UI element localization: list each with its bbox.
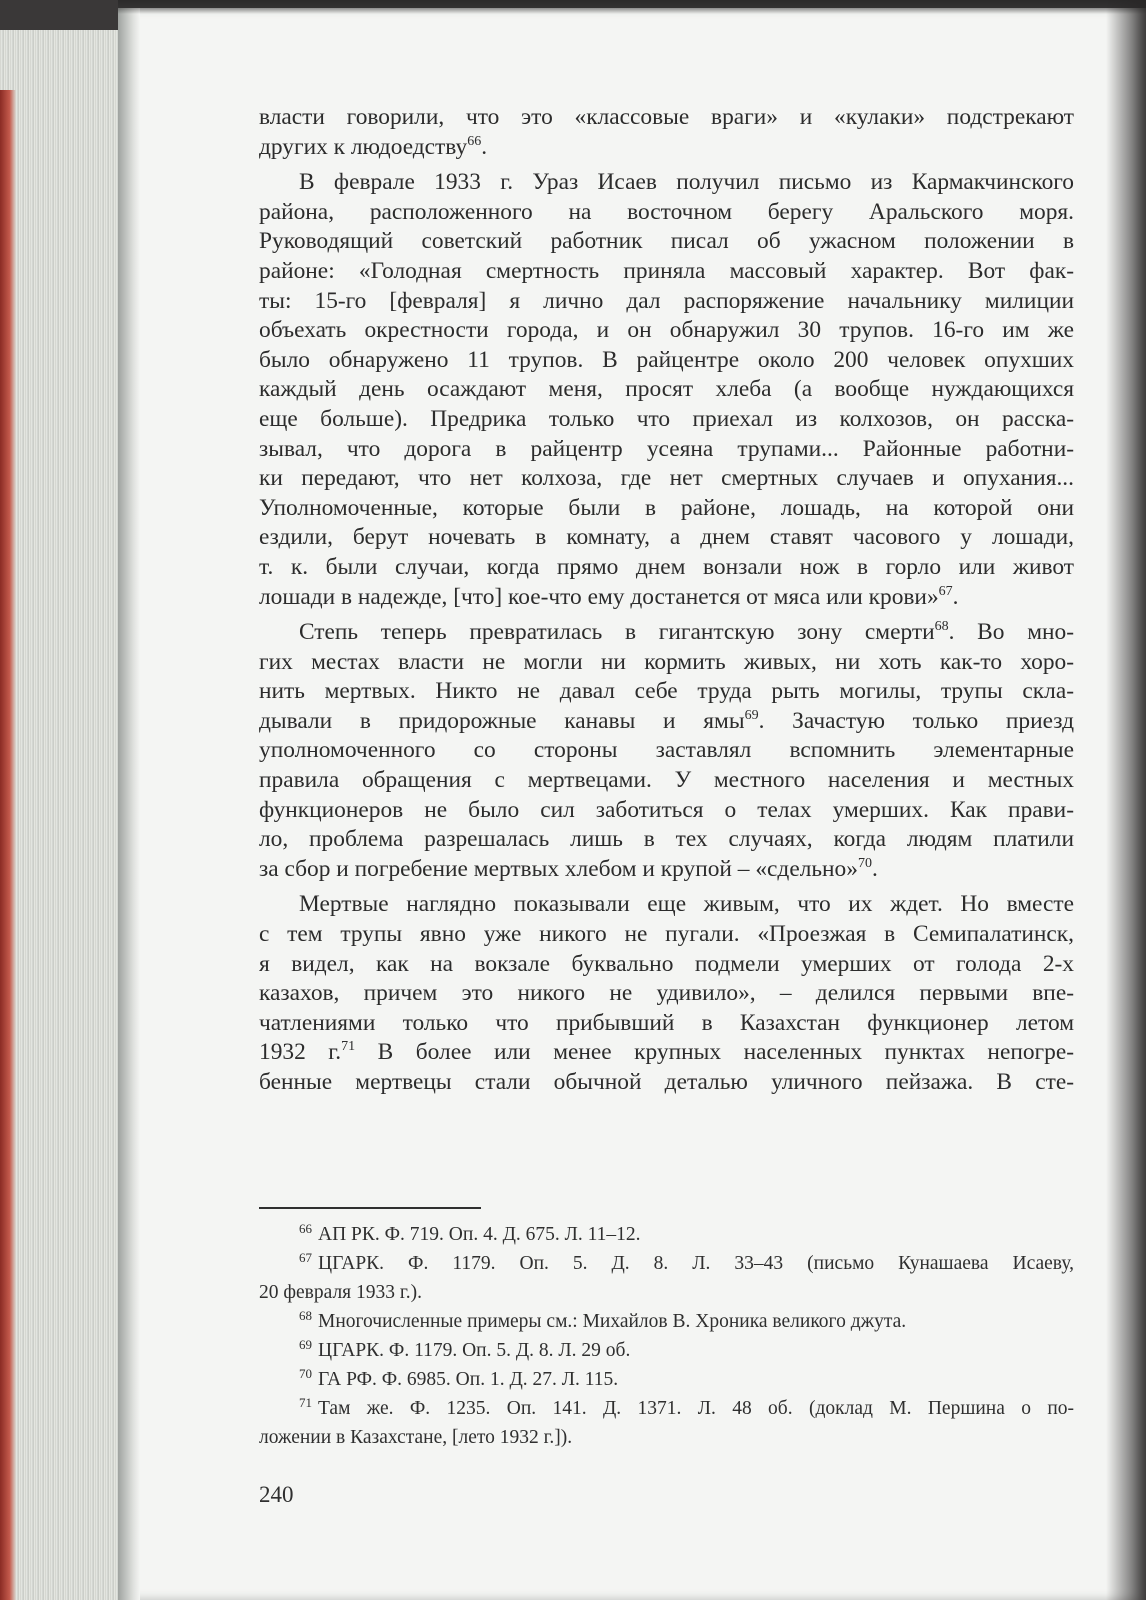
footnote-ref[interactable]: 67	[938, 583, 953, 599]
footnote-line	[259, 1249, 1074, 1278]
text-line	[259, 855, 1074, 885]
footnote-number: 69	[299, 1336, 312, 1352]
text-line	[259, 825, 1074, 855]
text-segment: гих местах власти не могли ни кормить живых, ни хоть как-то хоро-	[259, 648, 1074, 675]
text-line	[259, 1068, 1074, 1098]
footnote-line	[259, 1336, 1074, 1365]
text-line	[259, 287, 1074, 317]
text-segment: других к людоедству	[259, 133, 468, 160]
text-line	[259, 766, 1074, 796]
text-segment: ло, проблема разрешалась лишь в тех случаях, когда людям платили	[259, 826, 1074, 853]
text-segment: дывали в придорожные канавы и ямы	[259, 707, 745, 734]
text-segment: .	[871, 855, 878, 882]
text-segment: зывал, что дорога в райцентр усеяна трупами... Районные работни-	[259, 435, 1074, 462]
top-shadow	[118, 0, 1146, 14]
text-line	[259, 707, 1074, 737]
text-segment: с тем трупы явно уже никого не пугали. «Проезжая в Семипалатинск,	[259, 921, 1074, 948]
text-segment: Степь теперь превратилась в гигантскую зону смерти	[299, 619, 935, 646]
right-shadow	[1106, 0, 1146, 1600]
text-segment: я видел, как на вокзале буквально подмели умерших от голода 2-х	[259, 950, 1074, 977]
footnote-number: 66	[299, 1220, 312, 1236]
text-segment: . Зачастую только приезд	[758, 707, 1075, 734]
footnote-number: 67	[299, 1249, 312, 1265]
text-line	[259, 979, 1074, 1009]
book-page-edges	[0, 30, 130, 1600]
main-text	[259, 103, 1074, 1098]
text-segment: казахов, причем это никого не удивило», – делился первыми впе-	[259, 980, 1074, 1007]
text-segment: объехать окрестности города, и он обнаружил 30 трупов. 16-го им же	[259, 317, 1074, 344]
text-line	[259, 736, 1074, 766]
text-segment: .	[952, 583, 959, 610]
footnote-text: 20 февраля 1933 г.).	[259, 1282, 422, 1303]
text-line	[259, 1038, 1074, 1068]
text-segment: Мертвые наглядно показывали еще живым, что их ждет. Но вместе	[299, 891, 1074, 918]
text-line	[259, 796, 1074, 826]
footnote-text: ложении в Казахстане, [лето 1932 г.]).	[259, 1427, 573, 1448]
text-segment: правила обращения с мертвецами. У местного населения и местных	[259, 767, 1074, 794]
text-line	[259, 168, 1074, 198]
text-segment: нить мертвых. Никто не давал себе труда рыть могилы, трупы скла-	[259, 678, 1074, 705]
text-line	[259, 1009, 1074, 1039]
text-line	[259, 257, 1074, 287]
footnote-text: ГА РФ. Ф. 6985. Оп. 1. Д. 27. Л. 115.	[318, 1369, 619, 1390]
text-segment: бенные мертвецы стали обычной деталью уличного пейзажа. В сте-	[259, 1069, 1074, 1095]
text-line	[259, 553, 1074, 583]
text-segment: В более или менее крупных населенных пунктах непогре-	[355, 1039, 1074, 1066]
text-line	[259, 890, 1074, 920]
footnote-ref[interactable]: 69	[744, 708, 759, 724]
text-segment: ездили, берут ночевать в комнату, а днем ставят часового у лошади,	[259, 524, 1074, 551]
text-segment: ки передают, что нет колхоза, где нет смертных случаев и опухания...	[259, 465, 1074, 492]
text-segment: власти говорили, что это «классовые враги» и «кулаки» подстрекают	[259, 104, 1074, 130]
text-line	[259, 133, 1074, 163]
footnote-text: Там же. Ф. 1235. Оп. 141. Д. 1371. Л. 48 об. (доклад М. Першина о по-	[318, 1398, 1074, 1419]
text-line	[259, 435, 1074, 465]
text-segment: т. к. были случаи, когда прямо днем вонзали нож в горло или живот	[259, 553, 1074, 580]
book-gutter	[118, 8, 140, 1600]
text-line	[259, 375, 1074, 405]
text-segment: .	[481, 133, 488, 160]
text-line	[259, 523, 1074, 553]
text-segment: было обнаружено 11 трупов. В райцентре около 200 человек опухших	[259, 346, 1074, 373]
footnote-line	[259, 1307, 1074, 1336]
footnote-ref[interactable]: 70	[857, 856, 872, 872]
text-segment: 1932 г.	[259, 1039, 342, 1066]
text-segment: ты: 15-го [февраля] я лично дал распоряжение начальнику милиции	[259, 287, 1074, 314]
footnote-line	[259, 1394, 1074, 1423]
footnote-text: Многочисленные примеры см.: Михайлов В. Хроника великого джута.	[318, 1311, 907, 1332]
footnote-ref[interactable]: 66	[467, 133, 482, 149]
text-line	[259, 198, 1074, 228]
text-segment: функционеров не было сил заботиться о телах умерших. Как прави-	[259, 796, 1074, 823]
footnote-line	[259, 1278, 1074, 1307]
footnote-number: 71	[299, 1394, 312, 1410]
text-segment: за сбор и погребение мертвых хлебом и крупой – «сдельно»	[259, 855, 858, 882]
text-line	[259, 227, 1074, 257]
text-segment: Уполномоченные, которые были в районе, лошадь, на которой они	[259, 494, 1074, 521]
text-line	[259, 494, 1074, 524]
text-line	[259, 648, 1074, 678]
text-line	[259, 346, 1074, 376]
footnote-line	[259, 1423, 1074, 1452]
text-segment: районе: «Голодная смертность приняла массовый характер. Вот фак-	[259, 257, 1074, 284]
text-line	[259, 677, 1074, 707]
footnote-text: ЦГАРК. Ф. 1179. Оп. 5. Д. 8. Л. 29 об.	[318, 1340, 631, 1361]
page-number: 240	[259, 1482, 294, 1507]
text-segment: Руководящий советский работник писал об ужасном положении в	[259, 228, 1074, 255]
text-segment: . Во мно-	[948, 619, 1074, 646]
footnote-line	[259, 1220, 1074, 1249]
footnote-number: 68	[299, 1307, 312, 1323]
text-line	[259, 316, 1074, 346]
book-edge-stain	[0, 90, 16, 1600]
footnote-text: АП РК. Ф. 719. Оп. 4. Д. 675. Л. 11–12.	[318, 1224, 641, 1245]
text-line	[259, 950, 1074, 980]
footnote-ref[interactable]: 71	[341, 1039, 356, 1055]
text-line	[259, 405, 1074, 435]
footnotes	[259, 1220, 1074, 1452]
text-line	[259, 103, 1074, 133]
footnote-ref[interactable]: 68	[934, 619, 949, 635]
text-segment: чатлениями только что прибывший в Казахстан функционер летом	[259, 1009, 1074, 1036]
footnote-divider	[259, 1207, 481, 1209]
text-segment: В феврале 1933 г. Ураз Исаев получил письмо из Кармакчинского	[299, 169, 1074, 196]
text-segment: уполномоченного со стороны заставлял вспомнить элементарные	[259, 737, 1074, 764]
footnote-text: ЦГАРК. Ф. 1179. Оп. 5. Д. 8. Л. 33–43 (письмо Кунашаева Исаеву,	[318, 1253, 1074, 1274]
text-line	[259, 583, 1074, 613]
text-segment: каждый день осаждают меня, просят хлеба (а вообще нуждающихся	[259, 376, 1074, 403]
footnote-number: 70	[299, 1365, 312, 1381]
text-segment: района, расположенного на восточном берегу Аральского моря.	[259, 198, 1074, 225]
text-segment: лошади в надежде, [что] кое-что ему достанется от мяса или крови»	[259, 583, 939, 610]
text-line	[259, 920, 1074, 950]
text-line	[259, 618, 1074, 648]
text-line	[259, 464, 1074, 494]
text-segment: еще больше). Предрика только что приехал из колхозов, он расска-	[259, 405, 1074, 432]
footnote-line	[259, 1365, 1074, 1394]
